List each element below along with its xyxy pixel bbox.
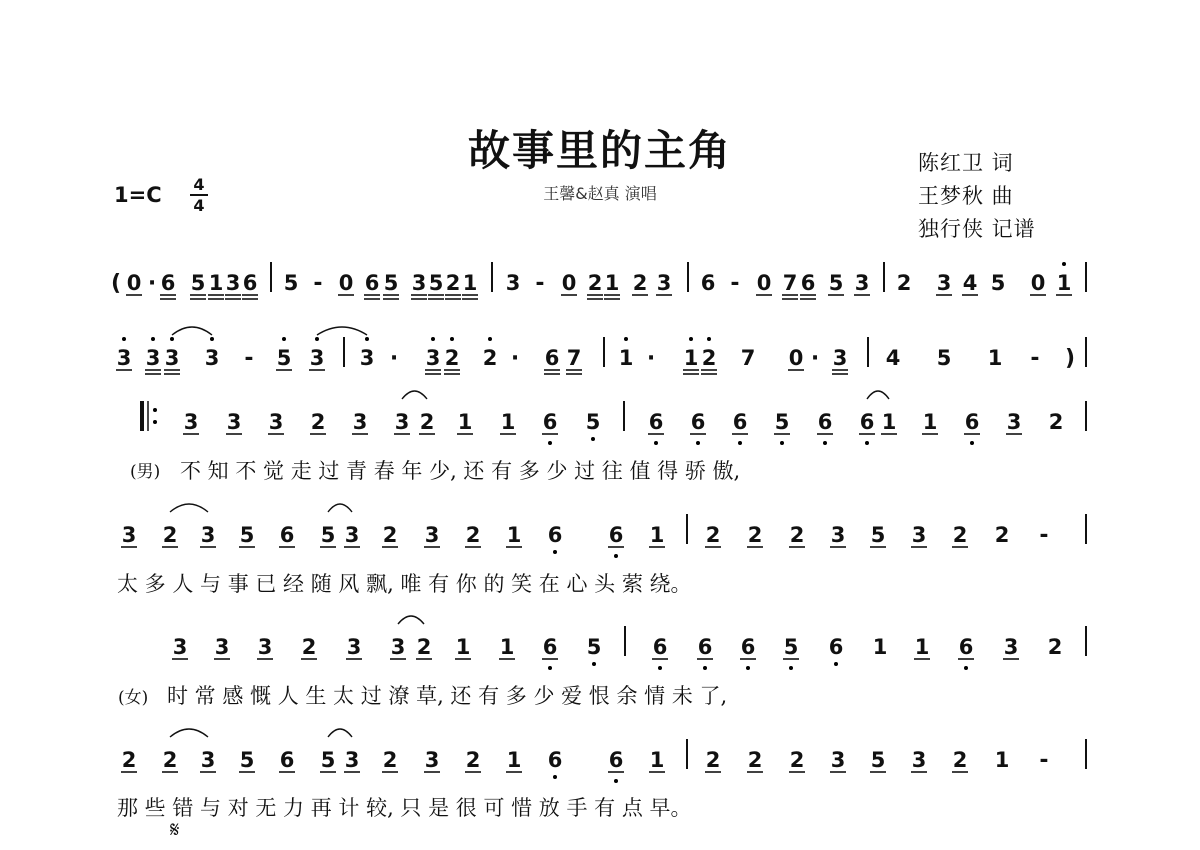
notation-symbol: · bbox=[147, 271, 157, 296]
note: 3 bbox=[121, 523, 137, 547]
note: 3 bbox=[183, 410, 199, 434]
note: 6 bbox=[608, 523, 624, 547]
note: 3 bbox=[656, 271, 672, 295]
note: 4 bbox=[962, 271, 978, 295]
note: 6 bbox=[800, 271, 816, 295]
low-octave-dot bbox=[970, 441, 974, 445]
note: 5 bbox=[774, 410, 790, 434]
low-octave-dot bbox=[614, 554, 618, 558]
note: 3 bbox=[352, 410, 368, 434]
low-octave-dot bbox=[780, 441, 784, 445]
note: 2 bbox=[465, 523, 481, 547]
note: 1 bbox=[462, 271, 478, 295]
note: 2 bbox=[301, 635, 317, 659]
note: 2 bbox=[896, 271, 912, 295]
note: 3 bbox=[854, 271, 870, 295]
note: 2 bbox=[416, 635, 432, 659]
note: 3 bbox=[225, 271, 241, 295]
note: 3 bbox=[936, 271, 952, 295]
note: 5 bbox=[320, 523, 336, 547]
low-octave-dot bbox=[548, 666, 552, 670]
note: 3 bbox=[1006, 410, 1022, 434]
high-octave-dot bbox=[624, 337, 628, 341]
note: 3 bbox=[394, 410, 410, 434]
notation-symbol: - bbox=[313, 271, 323, 296]
note: 3 bbox=[346, 635, 362, 659]
low-octave-dot bbox=[696, 441, 700, 445]
tie-slur bbox=[402, 391, 427, 399]
note: 6 bbox=[964, 410, 980, 434]
notation-symbol: - bbox=[244, 346, 254, 371]
note: 1 bbox=[922, 410, 938, 434]
note: 3 bbox=[425, 346, 441, 370]
note: 6 bbox=[608, 748, 624, 772]
note: 1 bbox=[649, 523, 665, 547]
low-octave-dot bbox=[553, 775, 557, 779]
note: 1 bbox=[506, 523, 522, 547]
note: 6 bbox=[279, 748, 295, 772]
tie-slur bbox=[170, 729, 208, 737]
note: 2 bbox=[382, 748, 398, 772]
notation-symbol: - bbox=[1039, 523, 1049, 548]
note: 2 bbox=[382, 523, 398, 547]
high-octave-dot bbox=[151, 337, 155, 341]
note: 6 bbox=[732, 410, 748, 434]
low-octave-dot bbox=[592, 662, 596, 666]
low-octave-dot bbox=[746, 666, 750, 670]
note: 2 bbox=[952, 523, 968, 547]
note: 6 bbox=[547, 523, 563, 547]
song-title: 故事里的主角 bbox=[467, 126, 732, 175]
note: 5 bbox=[586, 635, 602, 659]
note: 3 bbox=[164, 346, 180, 370]
note: 6 bbox=[160, 271, 176, 295]
note: 3 bbox=[257, 635, 273, 659]
segno-sign: 𝄋 bbox=[170, 818, 180, 843]
high-octave-dot bbox=[315, 337, 319, 341]
note: 2 bbox=[952, 748, 968, 772]
note: 3 bbox=[359, 346, 375, 370]
note: 2 bbox=[705, 748, 721, 772]
note: 6 bbox=[859, 410, 875, 434]
note: 3 bbox=[309, 346, 325, 370]
low-octave-dot bbox=[658, 666, 662, 670]
note: 6 bbox=[544, 346, 560, 370]
note: 5 bbox=[320, 748, 336, 772]
note: 3 bbox=[172, 635, 188, 659]
note: 2 bbox=[482, 346, 498, 370]
note: 0 bbox=[126, 271, 142, 295]
note: 6 bbox=[700, 271, 716, 295]
note: 5 bbox=[239, 523, 255, 547]
note: 2 bbox=[587, 271, 603, 295]
note: 1 bbox=[208, 271, 224, 295]
high-octave-dot bbox=[1062, 262, 1066, 266]
notation-symbol: - bbox=[1039, 748, 1049, 773]
repeat-dot bbox=[153, 420, 157, 424]
note: 1 bbox=[455, 635, 471, 659]
note: 2 bbox=[465, 748, 481, 772]
note: 2 bbox=[445, 271, 461, 295]
lyric-line-4: 那 些 错 与 对 无 力 再 计 较, 只 是 很 可 惜 放 手 有 点 早。 bbox=[117, 796, 692, 820]
note: 0 bbox=[561, 271, 577, 295]
notation-symbol: · bbox=[510, 346, 520, 371]
note: 1 bbox=[683, 346, 699, 370]
note: 6 bbox=[279, 523, 295, 547]
notation-symbol: - bbox=[1030, 346, 1040, 371]
note: 6 bbox=[690, 410, 706, 434]
tie-slur bbox=[867, 391, 889, 399]
low-octave-dot bbox=[553, 550, 557, 554]
note: 1 bbox=[649, 748, 665, 772]
note: 3 bbox=[145, 346, 161, 370]
tie-slur bbox=[328, 504, 352, 512]
high-octave-dot bbox=[282, 337, 286, 341]
low-octave-dot bbox=[823, 441, 827, 445]
composer-credit: 王梦秋 曲 bbox=[918, 184, 1014, 208]
note: 5 bbox=[383, 271, 399, 295]
note: 3 bbox=[116, 346, 132, 370]
note: 2 bbox=[701, 346, 717, 370]
notation-symbol: - bbox=[730, 271, 740, 296]
note: 7 bbox=[782, 271, 798, 295]
low-octave-dot bbox=[865, 441, 869, 445]
lyricist-credit: 陈红卫 词 bbox=[918, 151, 1014, 175]
note: 6 bbox=[242, 271, 258, 295]
note: 0 bbox=[756, 271, 772, 295]
repeat-dot bbox=[153, 408, 157, 412]
low-octave-dot bbox=[614, 779, 618, 783]
note: 3 bbox=[226, 410, 242, 434]
note: 1 bbox=[914, 635, 930, 659]
lyric-line-1: 不 知 不 觉 走 过 青 春 年 少, 还 有 多 少 过 往 值 得 骄 傲, bbox=[180, 459, 741, 483]
note: 5 bbox=[936, 346, 952, 370]
low-octave-dot bbox=[654, 441, 658, 445]
low-octave-dot bbox=[703, 666, 707, 670]
note: 0 bbox=[788, 346, 804, 370]
note: 3 bbox=[200, 748, 216, 772]
note: 2 bbox=[789, 748, 805, 772]
high-octave-dot bbox=[689, 337, 693, 341]
note: 1 bbox=[872, 635, 888, 659]
note: 2 bbox=[632, 271, 648, 295]
lyric-role-male: (男) bbox=[130, 462, 161, 482]
high-octave-dot bbox=[365, 337, 369, 341]
note: 5 bbox=[990, 271, 1006, 295]
note: 3 bbox=[830, 748, 846, 772]
lyric-line-3: 时 常 感 慨 人 生 太 过 潦 草, 还 有 多 少 爱 恨 余 情 未 了, bbox=[167, 684, 728, 708]
note: 7 bbox=[740, 346, 756, 370]
note: 2 bbox=[1047, 635, 1063, 659]
note: 1 bbox=[987, 346, 1003, 370]
note: 5 bbox=[276, 346, 292, 370]
note: 6 bbox=[817, 410, 833, 434]
notation-symbol: · bbox=[389, 346, 399, 371]
note: 1 bbox=[500, 410, 516, 434]
note: 3 bbox=[200, 523, 216, 547]
high-octave-dot bbox=[122, 337, 126, 341]
tie-slur bbox=[172, 327, 212, 335]
low-octave-dot bbox=[548, 441, 552, 445]
note: 1 bbox=[499, 635, 515, 659]
note: 2 bbox=[1048, 410, 1064, 434]
note: 6 bbox=[697, 635, 713, 659]
high-octave-dot bbox=[707, 337, 711, 341]
performer-credit: 王馨&赵真 演唱 bbox=[543, 184, 657, 203]
key-signature: 1=C bbox=[114, 183, 162, 207]
high-octave-dot bbox=[210, 337, 214, 341]
note: 6 bbox=[547, 748, 563, 772]
high-octave-dot bbox=[431, 337, 435, 341]
note: 3 bbox=[344, 523, 360, 547]
tie-slur bbox=[328, 729, 352, 737]
note: 3 bbox=[268, 410, 284, 434]
note: 1 bbox=[457, 410, 473, 434]
note: 1 bbox=[994, 748, 1010, 772]
note: 3 bbox=[424, 748, 440, 772]
note: 5 bbox=[239, 748, 255, 772]
notation-symbol: - bbox=[535, 271, 545, 296]
notation-symbol: · bbox=[810, 346, 820, 371]
note: 3 bbox=[1003, 635, 1019, 659]
notation-symbol: ) bbox=[1064, 346, 1076, 371]
low-octave-dot bbox=[789, 666, 793, 670]
note: 4 bbox=[885, 346, 901, 370]
note: 5 bbox=[828, 271, 844, 295]
note: 2 bbox=[789, 523, 805, 547]
note: 0 bbox=[338, 271, 354, 295]
note: 2 bbox=[994, 523, 1010, 547]
note: 1 bbox=[1056, 271, 1072, 295]
note: 1 bbox=[506, 748, 522, 772]
transcriber-credit: 独行侠 记谱 bbox=[918, 217, 1036, 241]
lyric-role-female: (女) bbox=[118, 688, 149, 708]
note: 2 bbox=[121, 748, 137, 772]
note: 5 bbox=[283, 271, 299, 295]
low-octave-dot bbox=[591, 437, 595, 441]
low-octave-dot bbox=[834, 662, 838, 666]
note: 6 bbox=[740, 635, 756, 659]
high-octave-dot bbox=[170, 337, 174, 341]
note: 6 bbox=[542, 635, 558, 659]
note: 6 bbox=[828, 635, 844, 659]
note: 2 bbox=[747, 523, 763, 547]
note: 5 bbox=[585, 410, 601, 434]
note: 1 bbox=[618, 346, 634, 370]
tie-slur bbox=[317, 327, 367, 335]
note: 3 bbox=[390, 635, 406, 659]
note: 1 bbox=[604, 271, 620, 295]
note: 1 bbox=[881, 410, 897, 434]
note: 6 bbox=[364, 271, 380, 295]
notation-symbol: · bbox=[646, 346, 656, 371]
note: 2 bbox=[444, 346, 460, 370]
time-signature-top: 4 bbox=[193, 175, 205, 194]
note: 2 bbox=[419, 410, 435, 434]
note: 5 bbox=[783, 635, 799, 659]
note: 2 bbox=[162, 523, 178, 547]
high-octave-dot bbox=[450, 337, 454, 341]
note: 5 bbox=[870, 748, 886, 772]
note: 3 bbox=[830, 523, 846, 547]
note: 3 bbox=[204, 346, 220, 370]
note: 3 bbox=[911, 748, 927, 772]
note: 2 bbox=[747, 748, 763, 772]
note: 2 bbox=[705, 523, 721, 547]
note: 2 bbox=[162, 748, 178, 772]
note: 3 bbox=[214, 635, 230, 659]
note: 6 bbox=[652, 635, 668, 659]
high-octave-dot bbox=[488, 337, 492, 341]
note: 3 bbox=[424, 523, 440, 547]
note: 3 bbox=[911, 523, 927, 547]
note: 3 bbox=[832, 346, 848, 370]
tie-slur bbox=[170, 504, 208, 512]
note: 6 bbox=[542, 410, 558, 434]
lyric-line-2: 太 多 人 与 事 已 经 随 风 飘, 唯 有 你 的 笑 在 心 头 萦 绕。 bbox=[117, 572, 692, 596]
note: 7 bbox=[566, 346, 582, 370]
note: 2 bbox=[310, 410, 326, 434]
note: 3 bbox=[411, 271, 427, 295]
note: 3 bbox=[505, 271, 521, 295]
tie-slur bbox=[398, 616, 424, 624]
note: 5 bbox=[190, 271, 206, 295]
time-signature-bottom: 4 bbox=[193, 196, 205, 215]
note: 5 bbox=[428, 271, 444, 295]
note: 5 bbox=[870, 523, 886, 547]
note: 6 bbox=[958, 635, 974, 659]
note: 3 bbox=[344, 748, 360, 772]
notation-symbol: ( bbox=[110, 271, 122, 296]
note: 6 bbox=[648, 410, 664, 434]
low-octave-dot bbox=[964, 666, 968, 670]
note: 0 bbox=[1030, 271, 1046, 295]
low-octave-dot bbox=[738, 441, 742, 445]
